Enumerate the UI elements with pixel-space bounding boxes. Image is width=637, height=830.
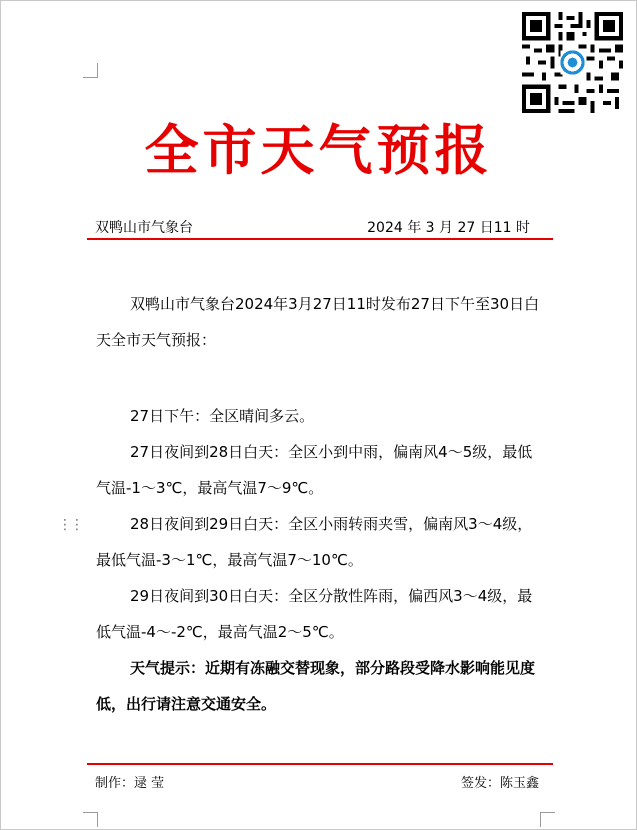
weather-tip: 天气提示：近期有冻融交替现象，部分路段受降水影响能见度低，出行请注意交通安全。	[96, 659, 536, 713]
forecast-paragraph: 27日夜间到28日白天：全区小到中雨，偏南风4～5级，最低气温-1～3℃，最高气温7～9℃。	[96, 443, 533, 497]
approver-label: 签发：陈玉鑫	[460, 776, 539, 791]
page-corner-mark	[540, 812, 555, 827]
forecast-details	[96, 398, 546, 722]
page-title: 全市天气预报	[144, 118, 493, 182]
page-corner-mark	[83, 63, 98, 78]
issue-datetime: 2024 年 3 月 27 日11 时	[367, 220, 530, 236]
forecast-paragraph: 29日夜间到30日白天：全区分散性阵雨，偏西风3～4级，最低气温-4～-2℃，最高气温2～5℃。	[96, 587, 533, 641]
author-label: 制作：逯 莹	[95, 776, 165, 791]
header-rule	[87, 238, 553, 240]
forecast-paragraph: 27日下午：全区晴间多云。	[130, 407, 315, 425]
footer-rule	[87, 763, 553, 765]
intro-paragraph: 双鸭山市气象台2024年3月27日11时发布27日下午至30日白天全市天气预报：	[96, 295, 540, 349]
forecast-body	[96, 286, 546, 358]
drag-handle-icon[interactable]: ⋮⋮	[58, 517, 82, 533]
forecast-paragraph: 28日夜间到29日白天：全区小雨转雨夹雪，偏南风3～4级，最低气温-3～1℃，最高气温7～10℃。	[96, 515, 533, 569]
qr-code-icon	[521, 12, 624, 113]
page-corner-mark	[83, 812, 98, 827]
issuer-label: 双鸭山市气象台	[95, 220, 193, 236]
